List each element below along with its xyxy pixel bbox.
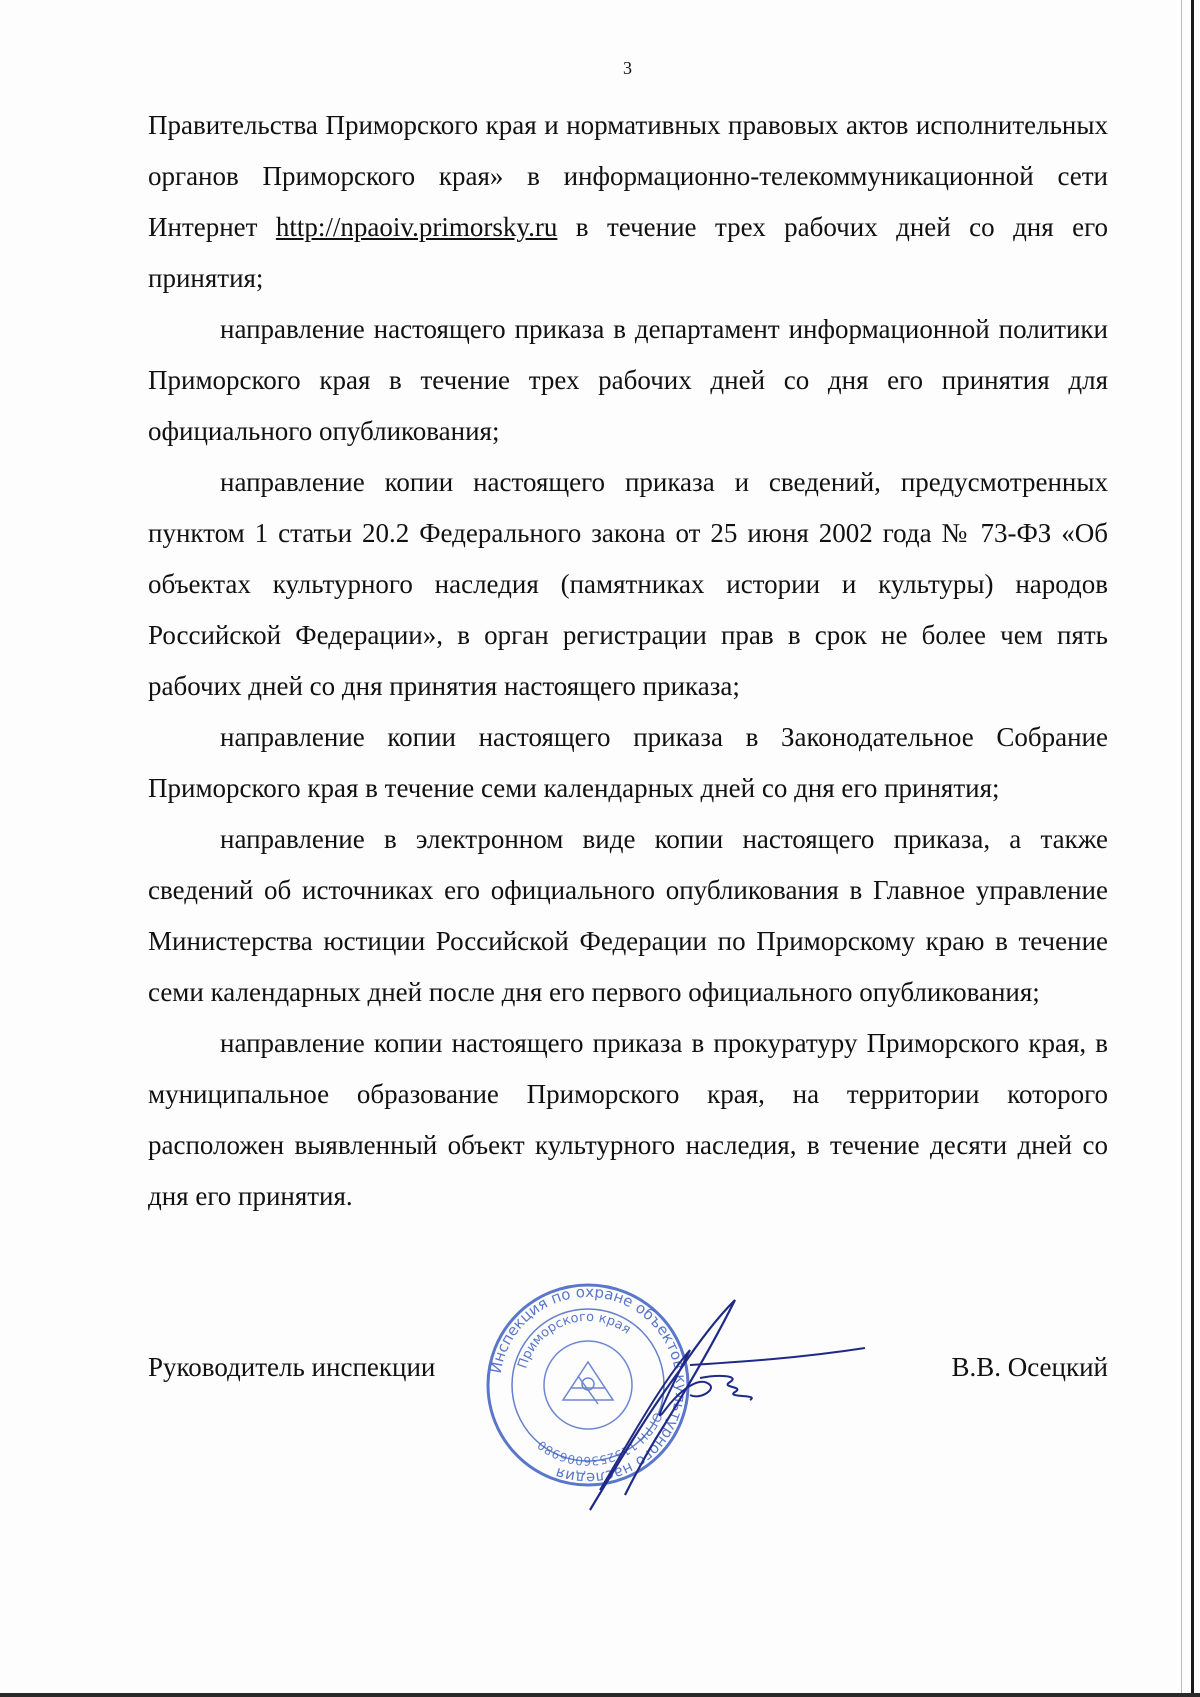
signature-stroke-tail xyxy=(690,1348,865,1400)
stamp-inner-text: Приморского края xyxy=(515,1309,634,1371)
handwritten-signature xyxy=(560,1290,880,1520)
npa-website-link[interactable]: http://npaoiv.primorsky.ru xyxy=(275,212,558,242)
scan-bottom-edge xyxy=(0,1693,1200,1697)
paragraph-6: направление копии настоящего приказа в прокуратуру Приморского края, в муниципальное образование Приморского края, на территории которого расположен выявленный объект культурного наследия, в течение десяти дней со дня его принятия. xyxy=(148,1028,1108,1211)
paragraph-4: направление копии настоящего приказа в Законодательное Собрание Приморского края в течение семи календарных дней со дня его принятия; xyxy=(148,722,1108,803)
scan-right-edge-shadow xyxy=(1181,0,1182,1697)
signatory-position: Руководитель инспекции xyxy=(148,1352,436,1382)
stamp-outer-text: Инспекция по охране объектов культурного наследия xyxy=(486,1282,691,1488)
stamp-ogrn-text: ОГРН 1152536006980 xyxy=(534,1410,666,1469)
signatory-name: В.В. Осецкий xyxy=(951,1352,1108,1382)
document-body xyxy=(148,100,1108,1222)
paragraph-1-text-start: Правительства Приморского края и нормативных правовых актов исполнительных органов Приморского края» в информационно-телекоммуникационной сети Интернет xyxy=(148,110,1108,242)
paragraph-1-text-end: в течение трех рабочих дней со дня его принятия; xyxy=(148,212,1108,293)
paragraph-3: направление копии настоящего приказа и сведений, предусмотренных пунктом 1 статьи 20.2 Федерального закона от 25 июня 2002 года № 73-ФЗ «Об объектах культурного наследия (памятниках истории и культуры) народов Российской Федерации», в орган регистрации прав в срок не более чем пять рабочих дней со дня принятия настоящего приказа; xyxy=(148,467,1108,701)
paragraph-5: направление в электронном виде копии настоящего приказа, а также сведений об источниках его официального опубликования в Главное управление Министерства юстиции Российской Федерации по Приморскому краю в течение семи календарных дней после дня его первого официального опубликования; xyxy=(148,824,1108,1007)
paragraph-1 xyxy=(148,100,1108,304)
page-number: 3 xyxy=(623,58,632,78)
paragraph-2: направление настоящего приказа в департамент информационной политики Приморского края в течение трех рабочих дней со дня его принятия для официального опубликования; xyxy=(148,314,1108,446)
scan-right-edge xyxy=(1191,0,1194,1697)
signature-stroke-loop xyxy=(600,1350,711,1490)
